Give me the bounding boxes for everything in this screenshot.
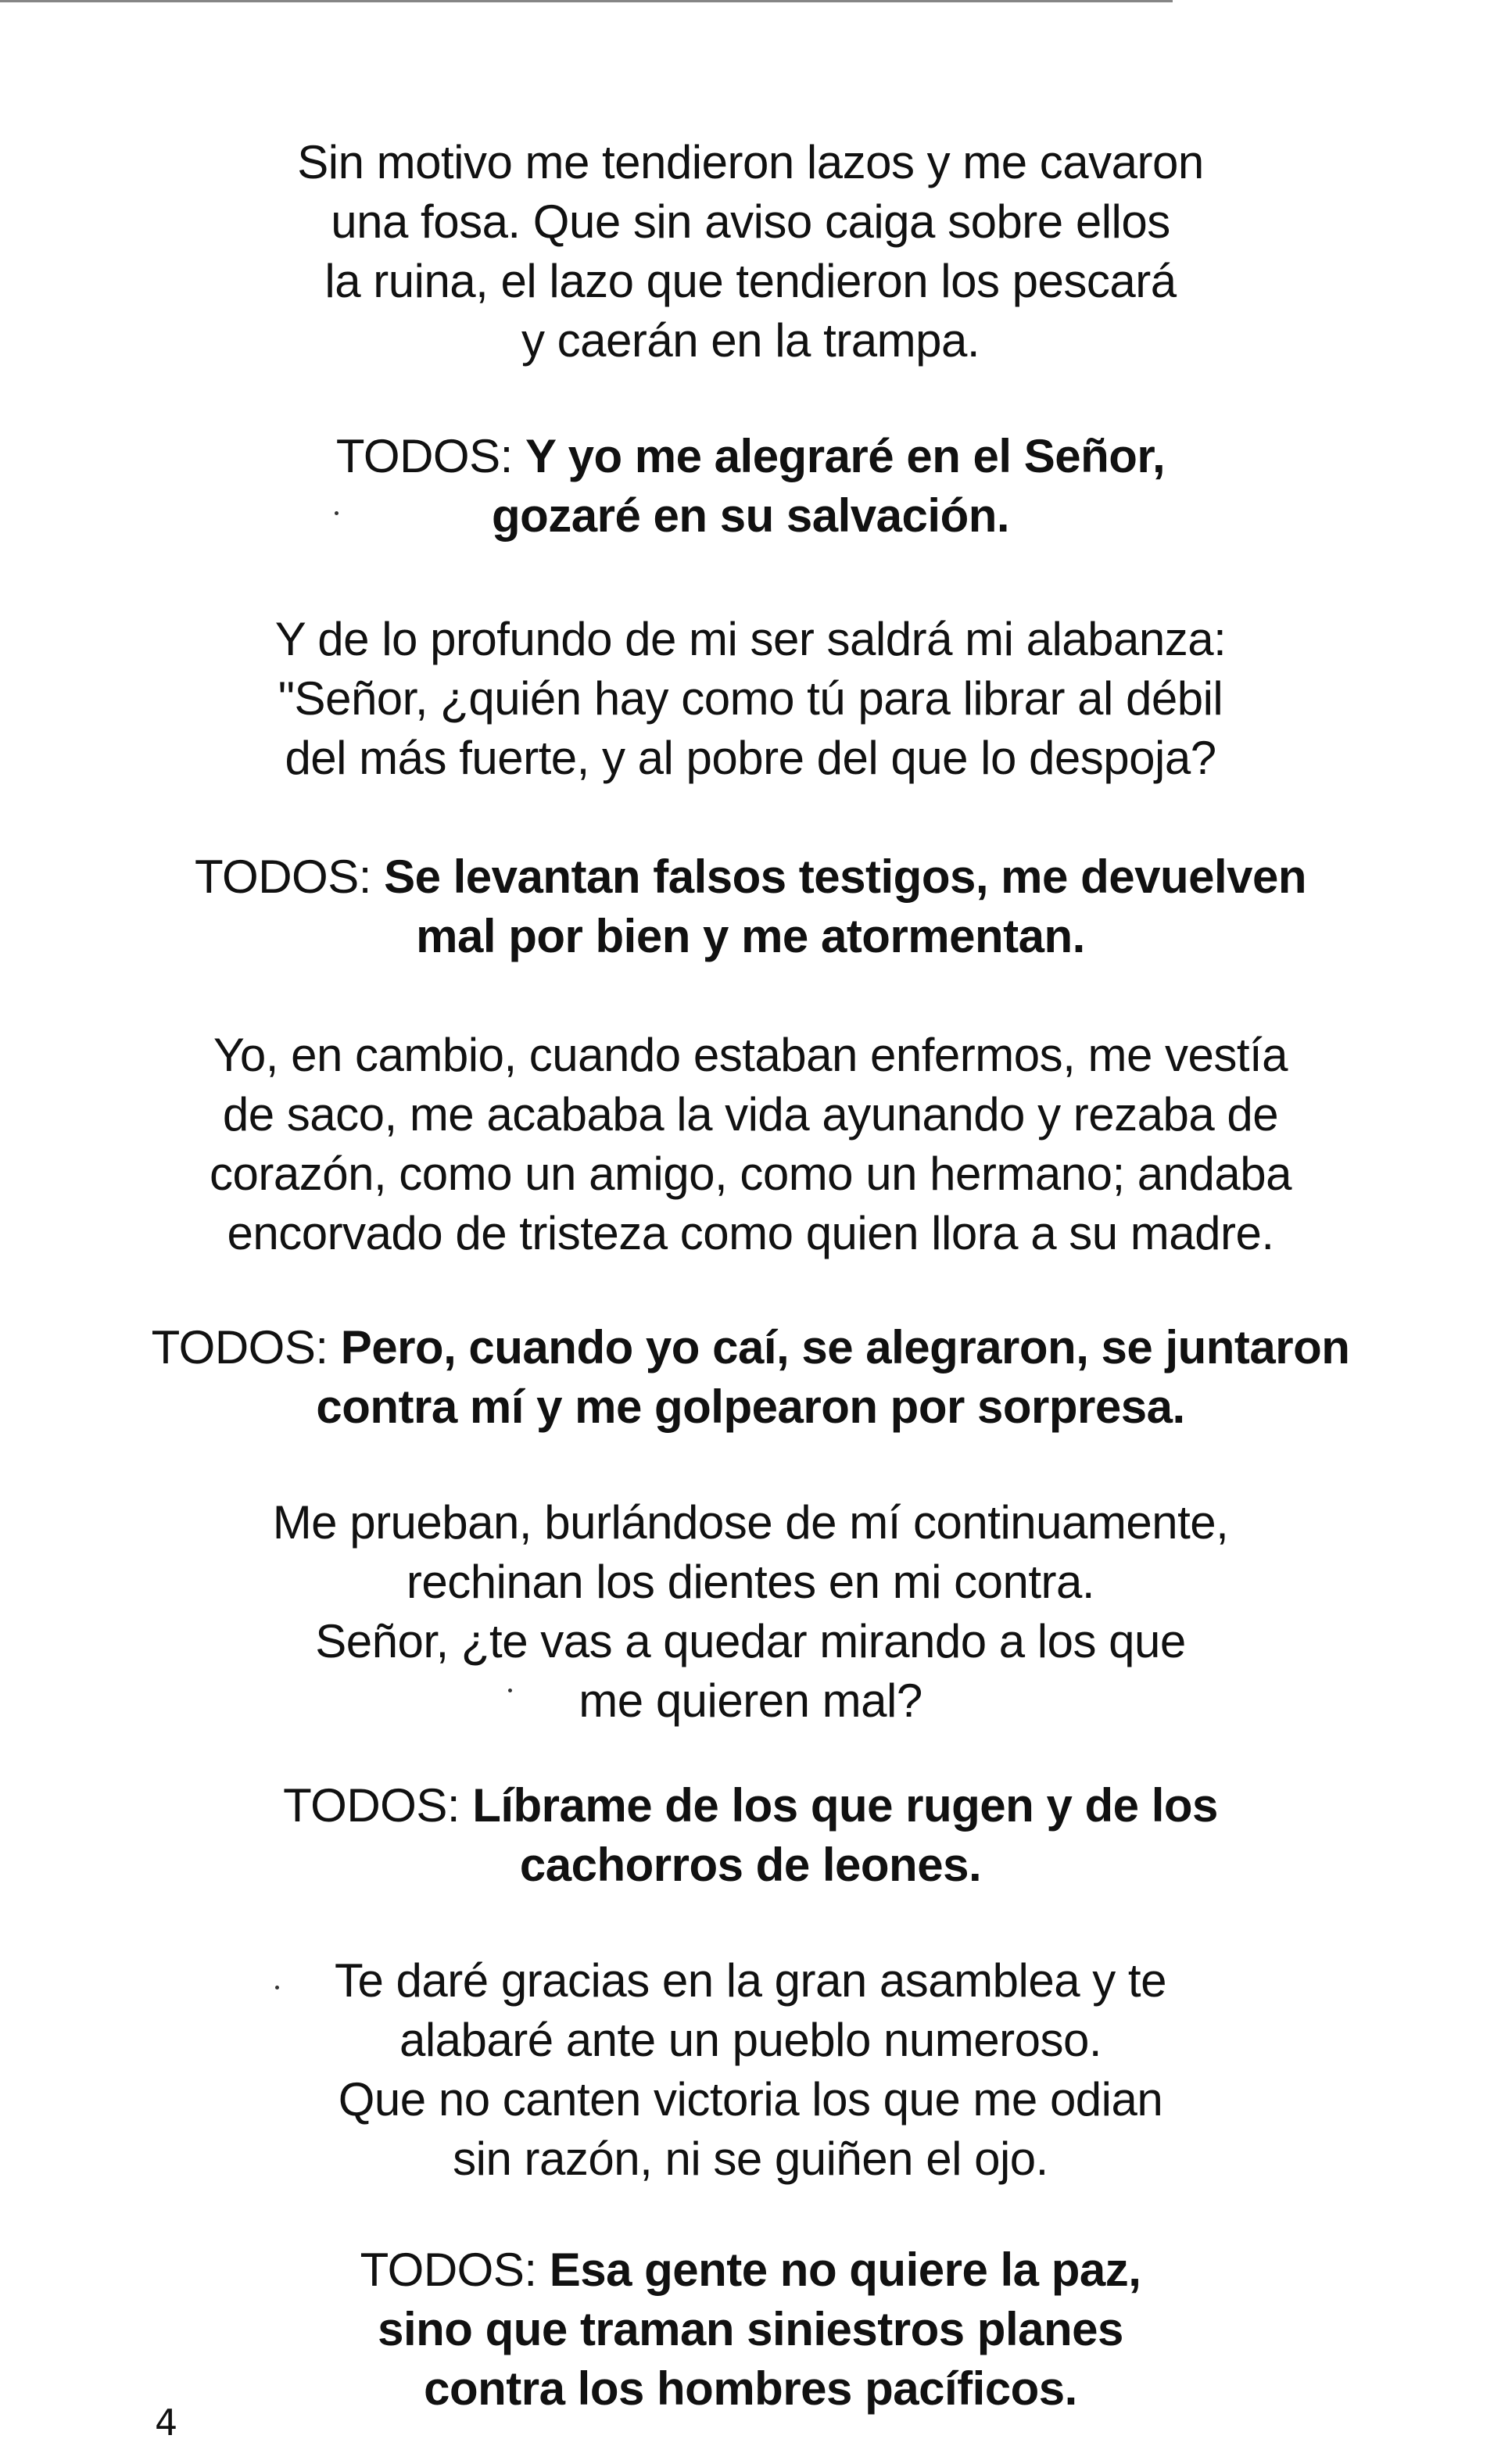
todos-response: Líbrame de los que rugen y de los	[472, 1779, 1218, 1832]
text-line: Te daré gracias en la gran asamblea y te	[335, 1954, 1166, 2007]
text-line: encorvado de tristeza como quien llora a su madre.	[227, 1207, 1274, 1259]
text-line: alabaré ante un pueblo numeroso.	[399, 2014, 1102, 2066]
scan-speck	[335, 511, 339, 515]
todos-response: Se levantan falsos testigos, me devuelven	[384, 851, 1307, 903]
todos-response: gozaré en su salvación.	[491, 489, 1010, 542]
scan-edge-line	[0, 0, 1173, 7]
scan-speck	[275, 1986, 279, 1989]
todos-response: mal por bien y me atormentan.	[416, 910, 1085, 962]
text-line	[0, 1318, 1501, 1377]
text-line	[0, 2240, 1501, 2300]
text-line: Sin motivo me tendieron lazos y me cavaron	[297, 136, 1204, 188]
text-line: sin razón, ni se guiñen el ojo.	[453, 2133, 1048, 2185]
text-line	[0, 1776, 1501, 1835]
text-line: corazón, como un amigo, como un hermano; andaba	[209, 1148, 1291, 1200]
text-line: y caerán en la trampa.	[521, 314, 980, 367]
stanza-reader	[0, 1951, 1501, 2189]
text-line: la ruina, el lazo que tendieron los pescará	[324, 255, 1177, 307]
stanza-reader	[0, 1026, 1501, 1263]
todos-response: contra los hombres pacíficos.	[424, 2362, 1077, 2415]
text-line	[0, 847, 1501, 907]
todos-response: sino que traman siniestros planes	[378, 2303, 1123, 2355]
stanza-reader	[0, 133, 1501, 371]
text-line: Me prueban, burlándose de mí continuamente,	[272, 1496, 1229, 1549]
stanza-todos	[0, 1318, 1501, 1437]
text-line: del más fuerte, y al pobre del que lo despoja?	[285, 732, 1216, 784]
todos-response: Pero, cuando yo caí, se alegraron, se juntaron	[340, 1321, 1350, 1373]
todos-response: contra mí y me golpearon por sorpresa.	[316, 1381, 1185, 1433]
stanza-todos	[0, 1776, 1501, 1895]
stanza-reader	[0, 610, 1501, 788]
todos-label: TODOS:	[360, 2244, 537, 2296]
stanza-todos	[0, 847, 1501, 966]
text-line: de saco, me acababa la vida ayunando y rezaba de	[222, 1088, 1279, 1141]
todos-label: TODOS:	[335, 430, 513, 482]
todos-label: TODOS:	[283, 1779, 460, 1832]
text-line: una fosa. Que sin aviso caiga sobre ellos	[331, 195, 1170, 248]
text-line: Y de lo profundo de mi ser saldrá mi alabanza:	[274, 613, 1227, 665]
todos-response: cachorros de leones.	[519, 1839, 982, 1891]
text-line: Yo, en cambio, cuando estaban enfermos, me vestía	[213, 1029, 1288, 1081]
todos-response: Y yo me alegraré en el Señor,	[525, 430, 1166, 482]
stanza-todos	[0, 2240, 1501, 2419]
text-line: "Señor, ¿quién hay como tú para librar al débil	[278, 672, 1223, 725]
text-line: Señor, ¿te vas a quedar mirando a los que	[315, 1615, 1186, 1667]
todos-response: Esa gente no quiere la paz,	[549, 2244, 1141, 2296]
text-line: rechinan los dientes en mi contra.	[406, 1556, 1095, 1608]
scan-speck	[508, 1689, 512, 1692]
stanza-reader	[0, 1493, 1501, 1731]
text-line: Que no canten victoria los que me odian	[338, 2073, 1163, 2126]
text-line	[0, 427, 1501, 486]
page-number: 4	[155, 2401, 178, 2444]
todos-label: TODOS:	[151, 1321, 328, 1373]
todos-label: TODOS:	[194, 851, 371, 903]
stanza-todos	[0, 427, 1501, 546]
text-line: me quieren mal?	[579, 1674, 922, 1727]
